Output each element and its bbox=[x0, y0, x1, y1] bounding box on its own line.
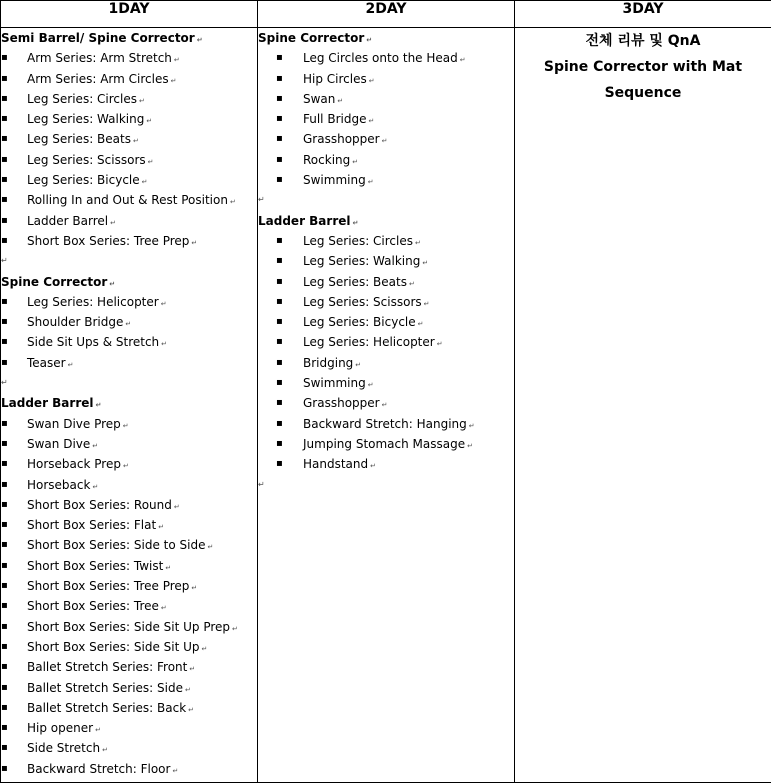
content-row bbox=[1, 28, 771, 783]
list-item-label bbox=[27, 48, 180, 70]
list-item-label bbox=[27, 495, 180, 517]
list-item bbox=[1, 637, 257, 657]
paragraph-mark-icon: ↵ bbox=[191, 239, 197, 247]
list-item bbox=[258, 251, 514, 271]
list-item-label bbox=[303, 231, 421, 253]
list-item-text: Swimming bbox=[303, 173, 366, 187]
square-bullet-icon: ▪ bbox=[1, 556, 21, 576]
list-item bbox=[258, 170, 514, 190]
square-bullet-icon: ▪ bbox=[1, 495, 21, 515]
list-item bbox=[1, 414, 257, 434]
day3-text-line: Sequence bbox=[515, 80, 771, 106]
square-bullet-icon: ▪ bbox=[1, 535, 21, 555]
list-item-label bbox=[303, 414, 475, 436]
list-item-text: Short Box Series: Flat bbox=[27, 518, 156, 532]
list-item-text: Leg Series: Circles bbox=[303, 234, 413, 248]
paragraph-mark-icon: ↵ bbox=[422, 259, 428, 267]
list-item bbox=[258, 353, 514, 373]
list-item bbox=[1, 190, 257, 210]
square-bullet-icon: ▪ bbox=[1, 109, 21, 129]
list-item-label bbox=[27, 657, 195, 679]
list-item-text: Jumping Stomach Massage bbox=[303, 437, 465, 451]
square-bullet-icon: ▪ bbox=[276, 373, 296, 393]
paragraph-mark-icon: ↵ bbox=[230, 198, 236, 206]
square-bullet-icon: ▪ bbox=[1, 170, 21, 190]
list-item-label bbox=[303, 373, 374, 395]
square-bullet-icon: ▪ bbox=[276, 454, 296, 474]
square-bullet-icon: ▪ bbox=[1, 150, 21, 170]
paragraph-mark-icon: ↵ bbox=[352, 158, 358, 166]
paragraph-mark-icon: ↵ bbox=[109, 280, 115, 288]
list-item-label bbox=[303, 353, 361, 375]
list-item-text: Arm Series: Arm Stretch bbox=[27, 51, 172, 65]
day2-section-title-text: Spine Corrector bbox=[258, 31, 364, 45]
list-item-text: Leg Series: Bicycle bbox=[27, 173, 140, 187]
list-item-text: Short Box Series: Tree bbox=[27, 599, 159, 613]
list-item bbox=[1, 535, 257, 555]
list-item-label bbox=[27, 353, 73, 375]
list-item bbox=[1, 657, 257, 677]
list-item-text: Swan Dive bbox=[27, 437, 90, 451]
list-item bbox=[1, 129, 257, 149]
paragraph-mark-icon: ↵ bbox=[409, 280, 415, 288]
paragraph-mark-icon: ↵ bbox=[172, 767, 178, 775]
day3-header: 3DAY bbox=[515, 1, 771, 28]
paragraph-mark-icon: ↵ bbox=[418, 320, 424, 328]
square-bullet-icon: ▪ bbox=[276, 69, 296, 89]
list-item-text: Swimming bbox=[303, 376, 366, 390]
paragraph-mark-icon: ↵ bbox=[1, 373, 257, 393]
paragraph-mark-icon: ↵ bbox=[171, 77, 177, 85]
day1-header: 1DAY bbox=[1, 1, 258, 28]
paragraph-mark-icon: ↵ bbox=[382, 401, 388, 409]
paragraph-mark-icon: ↵ bbox=[258, 475, 514, 495]
list-item bbox=[1, 170, 257, 190]
day1-section-title-text: Ladder Barrel bbox=[1, 396, 94, 410]
list-item bbox=[258, 272, 514, 292]
paragraph-mark-icon: ↵ bbox=[355, 361, 361, 369]
list-item-text: Full Bridge bbox=[303, 112, 366, 126]
list-item bbox=[258, 312, 514, 332]
list-item-text: Arm Series: Arm Circles bbox=[27, 72, 169, 86]
list-item-text: Leg Series: Helicopter bbox=[303, 335, 435, 349]
list-item-text: Short Box Series: Side Sit Up Prep bbox=[27, 620, 230, 634]
paragraph-mark-icon: ↵ bbox=[366, 36, 372, 44]
square-bullet-icon: ▪ bbox=[276, 150, 296, 170]
paragraph-mark-icon: ↵ bbox=[368, 381, 374, 389]
square-bullet-icon: ▪ bbox=[1, 211, 21, 231]
list-item bbox=[1, 556, 257, 576]
list-item-text: Bridging bbox=[303, 356, 353, 370]
paragraph-mark-icon: ↵ bbox=[185, 686, 191, 694]
square-bullet-icon: ▪ bbox=[276, 231, 296, 251]
list-item bbox=[1, 231, 257, 251]
list-item-text: Leg Series: Walking bbox=[303, 254, 420, 268]
paragraph-mark-icon: ↵ bbox=[202, 645, 208, 653]
list-item-label bbox=[303, 312, 424, 334]
list-item-label bbox=[303, 48, 466, 70]
list-item-label bbox=[303, 251, 428, 273]
list-item bbox=[1, 475, 257, 495]
list-item-label bbox=[27, 698, 194, 720]
square-bullet-icon: ▪ bbox=[1, 332, 21, 352]
square-bullet-icon: ▪ bbox=[1, 434, 21, 454]
paragraph-mark-icon: ↵ bbox=[382, 137, 388, 145]
day1-section-title bbox=[1, 28, 257, 48]
list-item bbox=[1, 434, 257, 454]
square-bullet-icon: ▪ bbox=[1, 475, 21, 495]
list-item-text: Horseback bbox=[27, 478, 90, 492]
paragraph-mark-icon: ↵ bbox=[133, 137, 139, 145]
paragraph-mark-icon: ↵ bbox=[165, 564, 171, 572]
list-item-label bbox=[303, 454, 376, 476]
list-item-label bbox=[27, 759, 178, 781]
list-item-label bbox=[27, 414, 129, 436]
list-item-label bbox=[27, 231, 197, 253]
paragraph-mark-icon: ↵ bbox=[188, 706, 194, 714]
square-bullet-icon: ▪ bbox=[276, 48, 296, 68]
paragraph-mark-icon: ↵ bbox=[370, 462, 376, 470]
list-item-text: Handstand bbox=[303, 457, 368, 471]
list-item-label bbox=[27, 89, 145, 111]
paragraph-mark-icon: ↵ bbox=[123, 422, 129, 430]
list-item bbox=[1, 89, 257, 109]
list-item-text: Short Box Series: Tree Prep bbox=[27, 234, 189, 248]
list-item-text: Leg Series: Bicycle bbox=[303, 315, 416, 329]
list-item-text: Leg Series: Walking bbox=[27, 112, 144, 126]
list-item-label bbox=[27, 190, 236, 212]
list-item-text: Rocking bbox=[303, 153, 350, 167]
list-item-text: Leg Series: Beats bbox=[27, 132, 131, 146]
square-bullet-icon: ▪ bbox=[1, 312, 21, 332]
square-bullet-icon: ▪ bbox=[276, 292, 296, 312]
list-item-label bbox=[27, 69, 176, 91]
list-item bbox=[1, 678, 257, 698]
paragraph-mark-icon: ↵ bbox=[92, 483, 98, 491]
list-item-text: Backward Stretch: Floor bbox=[27, 762, 170, 776]
square-bullet-icon: ▪ bbox=[1, 738, 21, 758]
list-item-label bbox=[303, 69, 375, 91]
list-item bbox=[258, 454, 514, 474]
list-item-text: Leg Series: Helicopter bbox=[27, 295, 159, 309]
list-item bbox=[1, 617, 257, 637]
square-bullet-icon: ▪ bbox=[1, 637, 21, 657]
list-item bbox=[258, 292, 514, 312]
list-item-text: Leg Series: Circles bbox=[27, 92, 137, 106]
list-item bbox=[258, 69, 514, 89]
list-item-text: Leg Series: Scissors bbox=[27, 153, 146, 167]
list-item-label bbox=[27, 211, 116, 233]
list-item-text: Swan Dive Prep bbox=[27, 417, 121, 431]
header-row bbox=[1, 1, 771, 28]
list-item-text: Swan bbox=[303, 92, 335, 106]
list-item-label bbox=[303, 89, 343, 111]
list-item bbox=[258, 414, 514, 434]
list-item bbox=[1, 48, 257, 68]
list-item-text: Backward Stretch: Hanging bbox=[303, 417, 467, 431]
paragraph-mark-icon: ↵ bbox=[96, 401, 102, 409]
list-item-text: Leg Series: Scissors bbox=[303, 295, 422, 309]
list-item bbox=[1, 576, 257, 596]
square-bullet-icon: ▪ bbox=[1, 69, 21, 89]
list-item-text: Hip opener bbox=[27, 721, 93, 735]
square-bullet-icon: ▪ bbox=[1, 698, 21, 718]
list-item-label bbox=[27, 515, 164, 537]
paragraph-mark-icon: ↵ bbox=[161, 604, 167, 612]
square-bullet-icon: ▪ bbox=[1, 89, 21, 109]
list-item-label bbox=[27, 434, 98, 456]
square-bullet-icon: ▪ bbox=[276, 272, 296, 292]
list-item bbox=[1, 211, 257, 231]
list-item-label bbox=[27, 170, 148, 192]
square-bullet-icon: ▪ bbox=[1, 678, 21, 698]
paragraph-mark-icon: ↵ bbox=[139, 97, 145, 105]
day2-header: 2DAY bbox=[258, 1, 515, 28]
list-item bbox=[258, 434, 514, 454]
square-bullet-icon: ▪ bbox=[1, 515, 21, 535]
list-item bbox=[258, 150, 514, 170]
list-item-label bbox=[27, 109, 152, 131]
square-bullet-icon: ▪ bbox=[1, 657, 21, 677]
day1-section-title-text: Semi Barrel/ Spine Corrector bbox=[1, 31, 195, 45]
list-item-text: Ballet Stretch Series: Front bbox=[27, 660, 187, 674]
list-item bbox=[1, 698, 257, 718]
list-item-label bbox=[27, 678, 191, 700]
square-bullet-icon: ▪ bbox=[1, 617, 21, 637]
list-item-text: Ballet Stretch Series: Side bbox=[27, 681, 183, 695]
list-item bbox=[258, 393, 514, 413]
list-item bbox=[1, 454, 257, 474]
list-item-label bbox=[27, 535, 213, 557]
list-item bbox=[258, 109, 514, 129]
square-bullet-icon: ▪ bbox=[1, 48, 21, 68]
square-bullet-icon: ▪ bbox=[1, 414, 21, 434]
list-item bbox=[258, 373, 514, 393]
paragraph-mark-icon: ↵ bbox=[353, 219, 359, 227]
day3-column bbox=[515, 28, 771, 783]
day1-section-title bbox=[1, 393, 257, 413]
square-bullet-icon: ▪ bbox=[276, 89, 296, 109]
square-bullet-icon: ▪ bbox=[1, 292, 21, 312]
paragraph-mark-icon: ↵ bbox=[369, 77, 375, 85]
list-item-text: Rolling In and Out & Rest Position bbox=[27, 193, 228, 207]
list-item-label bbox=[27, 150, 154, 172]
paragraph-mark-icon: ↵ bbox=[232, 625, 238, 633]
paragraph-mark-icon: ↵ bbox=[92, 442, 98, 450]
list-item bbox=[258, 129, 514, 149]
list-item-label bbox=[303, 434, 473, 456]
paragraph-mark-icon: ↵ bbox=[1, 251, 257, 271]
paragraph-mark-icon: ↵ bbox=[110, 219, 116, 227]
day2-column bbox=[258, 28, 515, 783]
square-bullet-icon: ▪ bbox=[276, 353, 296, 373]
list-item-label bbox=[303, 170, 374, 192]
day2-section-title bbox=[258, 28, 514, 48]
paragraph-mark-icon: ↵ bbox=[258, 190, 514, 210]
paragraph-mark-icon: ↵ bbox=[191, 584, 197, 592]
list-item-label bbox=[27, 129, 139, 151]
square-bullet-icon: ▪ bbox=[276, 251, 296, 271]
list-item-text: Grasshopper bbox=[303, 132, 380, 146]
paragraph-mark-icon: ↵ bbox=[189, 665, 195, 673]
square-bullet-icon: ▪ bbox=[276, 393, 296, 413]
paragraph-mark-icon: ↵ bbox=[95, 726, 101, 734]
list-item-text: Teaser bbox=[27, 356, 66, 370]
list-item bbox=[1, 596, 257, 616]
paragraph-mark-icon: ↵ bbox=[368, 117, 374, 125]
paragraph-mark-icon: ↵ bbox=[469, 422, 475, 430]
list-item-label bbox=[303, 129, 387, 151]
list-item-text: Short Box Series: Round bbox=[27, 498, 172, 512]
square-bullet-icon: ▪ bbox=[276, 129, 296, 149]
list-item-label bbox=[303, 150, 358, 172]
paragraph-mark-icon: ↵ bbox=[68, 361, 74, 369]
list-item bbox=[1, 69, 257, 89]
list-item-label bbox=[27, 332, 167, 354]
paragraph-mark-icon: ↵ bbox=[368, 178, 374, 186]
list-item-label bbox=[27, 454, 129, 476]
list-item-label bbox=[303, 332, 443, 354]
list-item-text: Short Box Series: Twist bbox=[27, 559, 163, 573]
paragraph-mark-icon: ↵ bbox=[424, 300, 430, 308]
paragraph-mark-icon: ↵ bbox=[207, 543, 213, 551]
square-bullet-icon: ▪ bbox=[1, 190, 21, 210]
day2-section-title bbox=[258, 211, 514, 231]
list-item bbox=[1, 759, 257, 779]
day1-section-title bbox=[1, 272, 257, 292]
list-item bbox=[1, 515, 257, 535]
list-item-label bbox=[27, 596, 167, 618]
list-item-label bbox=[27, 312, 131, 334]
paragraph-mark-icon: ↵ bbox=[337, 97, 343, 105]
list-item bbox=[1, 292, 257, 312]
paragraph-mark-icon: ↵ bbox=[460, 56, 466, 64]
square-bullet-icon: ▪ bbox=[1, 454, 21, 474]
list-item bbox=[258, 332, 514, 352]
list-item-text: Ballet Stretch Series: Back bbox=[27, 701, 186, 715]
list-item-label bbox=[303, 292, 430, 314]
list-item-label bbox=[27, 292, 167, 314]
list-item-text: Leg Circles onto the Head bbox=[303, 51, 458, 65]
list-item-label bbox=[303, 393, 387, 415]
list-item-label bbox=[27, 637, 207, 659]
square-bullet-icon: ▪ bbox=[1, 759, 21, 779]
list-item-label bbox=[27, 738, 108, 760]
list-item-label bbox=[27, 617, 238, 639]
list-item bbox=[1, 495, 257, 515]
list-item bbox=[1, 738, 257, 758]
list-item-text: Leg Series: Beats bbox=[303, 275, 407, 289]
square-bullet-icon: ▪ bbox=[1, 596, 21, 616]
list-item bbox=[1, 109, 257, 129]
list-item-label bbox=[27, 475, 98, 497]
day3-text-line: Spine Corrector with Mat bbox=[515, 54, 771, 80]
paragraph-mark-icon: ↵ bbox=[158, 523, 164, 531]
square-bullet-icon: ▪ bbox=[276, 170, 296, 190]
list-item bbox=[1, 332, 257, 352]
paragraph-mark-icon: ↵ bbox=[125, 320, 131, 328]
list-item-text: Short Box Series: Side Sit Up bbox=[27, 640, 200, 654]
paragraph-mark-icon: ↵ bbox=[161, 340, 167, 348]
paragraph-mark-icon: ↵ bbox=[148, 158, 154, 166]
list-item-label bbox=[27, 718, 101, 740]
list-item-text: Short Box Series: Tree Prep bbox=[27, 579, 189, 593]
paragraph-mark-icon: ↵ bbox=[467, 442, 473, 450]
square-bullet-icon: ▪ bbox=[1, 576, 21, 596]
day1-section-title-text: Spine Corrector bbox=[1, 275, 107, 289]
paragraph-mark-icon: ↵ bbox=[123, 462, 129, 470]
paragraph-mark-icon: ↵ bbox=[415, 239, 421, 247]
square-bullet-icon: ▪ bbox=[1, 353, 21, 373]
list-item-label bbox=[27, 556, 171, 578]
list-item-label bbox=[303, 109, 374, 131]
paragraph-mark-icon: ↵ bbox=[197, 36, 203, 44]
list-item bbox=[1, 150, 257, 170]
list-item-text: Short Box Series: Side to Side bbox=[27, 538, 205, 552]
day3-text-line: 전체 리뷰 및 QnA bbox=[515, 28, 771, 54]
list-item bbox=[258, 48, 514, 68]
square-bullet-icon: ▪ bbox=[276, 332, 296, 352]
list-item bbox=[258, 89, 514, 109]
list-item-text: Hip Circles bbox=[303, 72, 367, 86]
square-bullet-icon: ▪ bbox=[1, 129, 21, 149]
list-item-text: Grasshopper bbox=[303, 396, 380, 410]
square-bullet-icon: ▪ bbox=[276, 434, 296, 454]
list-item bbox=[1, 353, 257, 373]
day1-column bbox=[1, 28, 258, 783]
square-bullet-icon: ▪ bbox=[276, 414, 296, 434]
list-item-text: Side Stretch bbox=[27, 741, 100, 755]
paragraph-mark-icon: ↵ bbox=[142, 178, 148, 186]
list-item bbox=[1, 312, 257, 332]
day2-section-title-text: Ladder Barrel bbox=[258, 214, 351, 228]
paragraph-mark-icon: ↵ bbox=[174, 503, 180, 511]
paragraph-mark-icon: ↵ bbox=[102, 746, 108, 754]
paragraph-mark-icon: ↵ bbox=[146, 117, 152, 125]
square-bullet-icon: ▪ bbox=[1, 718, 21, 738]
paragraph-mark-icon: ↵ bbox=[161, 300, 167, 308]
list-item-label bbox=[27, 576, 197, 598]
list-item-text: Side Sit Ups & Stretch bbox=[27, 335, 159, 349]
list-item-text: Horseback Prep bbox=[27, 457, 121, 471]
paragraph-mark-icon: ↵ bbox=[174, 56, 180, 64]
list-item-text: Ladder Barrel bbox=[27, 214, 108, 228]
square-bullet-icon: ▪ bbox=[276, 312, 296, 332]
paragraph-mark-icon: ↵ bbox=[437, 340, 443, 348]
list-item-text: Shoulder Bridge bbox=[27, 315, 123, 329]
list-item bbox=[1, 718, 257, 738]
list-item bbox=[258, 231, 514, 251]
square-bullet-icon: ▪ bbox=[1, 231, 21, 251]
list-item-label bbox=[303, 272, 415, 294]
square-bullet-icon: ▪ bbox=[276, 109, 296, 129]
